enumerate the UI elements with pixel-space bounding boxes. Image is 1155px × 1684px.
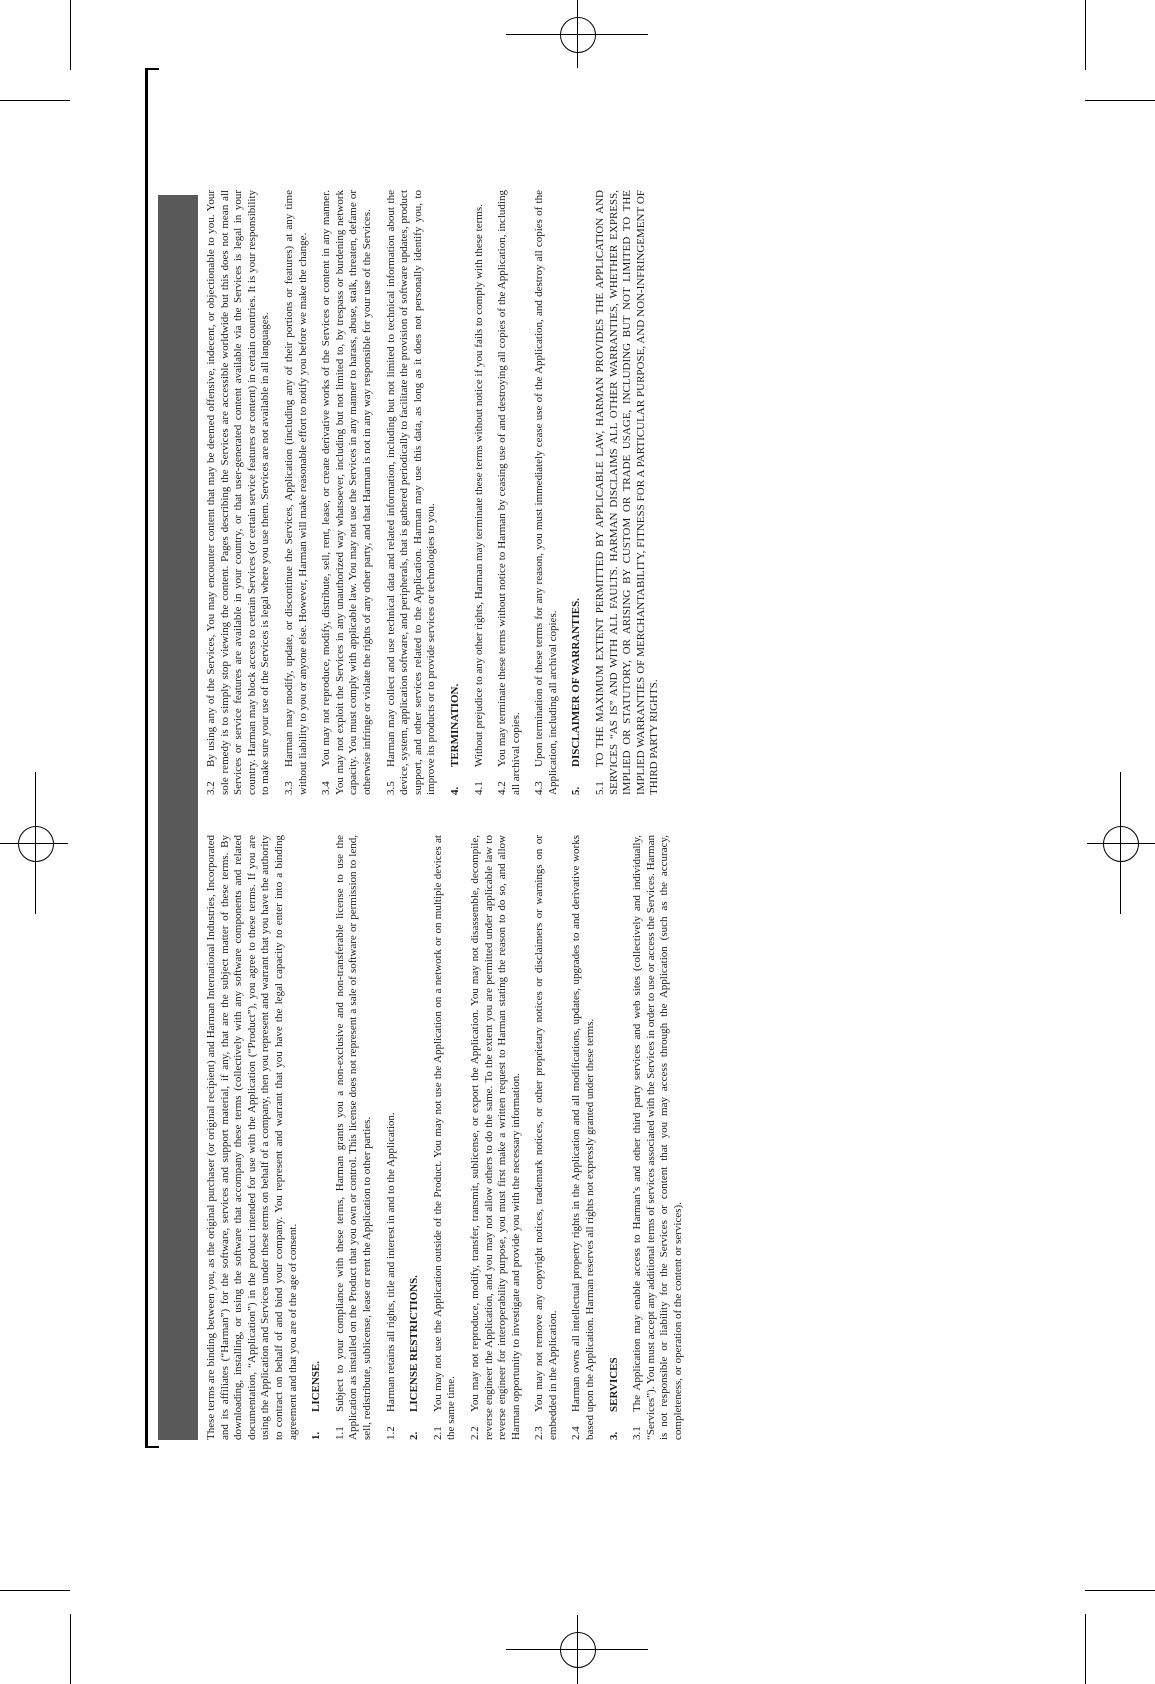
page-rule (145, 1446, 159, 1448)
clause-paragraph: 1.2Harman retains all rights, title and interest in and to the Application. (384, 1112, 397, 1440)
crop-mark (1085, 1614, 1086, 1684)
clause-paragraph: 3.2By using any of the Services, You may encounter content that may be deemed offensive, indecent, or objectionable to you. Your sole remedy is to simply stop viewing the content. Pages describing the Services are accessible worldwide but this does not mean all Services or service features are available in your country, or that user-generated content available via the Services is legal in your country. Harman may block access to certain Services (or certain service features or content) in certain countries. It is your responsibility to make sure your use of the Services is legal where you use them. Services are not available in all languages. (205, 190, 272, 795)
clause-paragraph: 3.1The Application may enable access to Harman’s and other third party services and web sites (collectively and individually, “Services”). You must accept any additional terms of services associated with the Services in order to use or access the Services. Harman is not responsible or liability for the Services or content that you may access through the Application (such as the accuracy, completeness, or operation of the content or services). (631, 835, 685, 1440)
clause-paragraph: 3.4You may not reproduce, modify, distribute, sell, rent, lease, or create derivative works of the Services or content in any manner. You may not exploit the Services in any unauthorized way whatsoever, including but not limited to, by trespass or burdening network capacity. You must comply with applicable law. You may not use the Services in any manner to harass, abuse, stalk, threaten, defame or otherwise infringe or violate the rights of any other party, and that Harman is not in any way responsible for your use of the Services. (320, 190, 373, 795)
crop-mark (0, 100, 70, 101)
page-rule (145, 68, 148, 1448)
clause-paragraph: 5.1TO THE MAXIMUM EXTENT PERMITTED BY APPLICABLE LAW, HARMAN PROVIDES THE APPLICATION AND SERVICES “AS IS” AND WITH ALL FAULTS. HARMAN DISCLAIMS ALL OTHER WARRANTIES, WHETHER EXPRESS, IMPLIED OR STATUTORY, OR ARISING BY CUSTOM OR TRADE USAGE, INCLUDING BUT NOT LIMITED TO THE IMPLIED WARRANTIES OF MERCHANTABILITY, FITNESS FOR A PARTICULAR PURPOSE, AND NON-INFRINGEMENT OF THIRD PARTY RIGHTS. (594, 190, 661, 795)
registration-target (1103, 826, 1139, 862)
section-heading: 5.DISCLAIMER OF WARRANTIES. (570, 597, 583, 795)
clause-paragraph: 4.2You may terminate these terms without notice to Harman by ceasing use of and destroying all copies of the Application, including all archival copies. (496, 190, 522, 795)
crop-mark (506, 34, 648, 35)
left-column (205, 835, 885, 1440)
right-column (205, 190, 885, 795)
section-heading: 1.LICENSE. (310, 1360, 323, 1440)
crop-mark (1085, 0, 1086, 70)
crop-mark (35, 772, 36, 914)
clause-paragraph: 4.3Upon termination of these terms for any reason, you must immediately cease use of the Application, and destroy all copies of the Application, including all archival copies. (533, 190, 559, 795)
crop-mark (1120, 772, 1121, 914)
clause-paragraph: 2.2You may not reproduce, modify, transfer, transmit, sublicense, or export the Application. You may not disassemble, decompile, reverse engineer the Application, and you may not allow others to do the same. To the extent you are permitted under applicable law to reverse engineer for interoperability purpose, you must first make a written request to Harman stating the reason to do so, and allow Harman opportunity to investigate and provide you with the necessary information. (468, 835, 522, 1440)
clause-paragraph: 3.3Harman may modify, update, or discontinue the Services, Application (including any of their portions or features) at any time without liability to you or anyone else. However, Harman will make reasonable effort to notify you before we make the change. (282, 190, 309, 795)
clause-paragraph: 1.1Subject to your compliance with these terms, Harman grants you a non-exclusive and non-transferable license to use the Application as installed on the Product that you own or control. This license does not represent a sale of software or permission to lend, sell, redistribute, sublicense, lease or rent the Application to other parties. (333, 835, 373, 1440)
clause-paragraph: 3.5Harman may collect and use technical data and related information, including but not limited to technical information about the device, system, application software, and peripherals, that is gathered periodically to facilitate the provision of software updates, product support, and other services related to the Application. Harman may use this data, as long as it does not personally identify you, to improve its products or to provide services or technologies to you. (384, 190, 438, 795)
section-heading: 3.SERVICES (607, 1357, 620, 1440)
header-bar (158, 195, 198, 1440)
registration-target (18, 826, 54, 862)
clause-paragraph: 2.3You may not remove any copyright notices, trademark notices, or other proprietary notices or disclaimers or warnings on or embedded in the Application. (533, 835, 559, 1440)
crop-mark (70, 0, 71, 70)
registration-target (560, 17, 596, 53)
crop-mark (0, 843, 68, 844)
clause-paragraph: 4.1Without prejudice to any other rights, Harman may terminate these terms without notice if you fails to comply with these terms. (472, 204, 485, 795)
clause-paragraph: 2.4Harman owns all intellectual property rights in the Application and all modifications, updates, upgrades to and derivative works based upon the Application. Harman reserves all rights not expressly granted under these terms. (570, 835, 597, 1440)
crop-mark (70, 1614, 71, 1684)
registration-target (560, 1632, 596, 1668)
section-heading: 4.TERMINATION. (448, 683, 461, 795)
license-page (205, 190, 885, 1440)
crop-mark (0, 1590, 70, 1591)
crop-mark (1087, 843, 1155, 844)
clause-paragraph: 2.1You may not use the Application outside of the Product. You may not use the Application on a network or on multiple devices at the same time. (431, 835, 458, 1440)
page-rule (145, 68, 159, 70)
crop-mark (1085, 100, 1155, 101)
section-heading: 2.LICENSE RESTRICTIONS. (408, 1275, 421, 1440)
intro-paragraph: These terms are binding between you, as the original purchaser (or original recipient) and Harman International Industries, Incorporated and its affiliates (“Harman”) for the software, services and support material, if any, that are the subject matter of these terms. By downloading, installing, or using the software that accompany these terms (collectively with any software components and related documentation, “Application”) in the product intended for use with the Application (“Product”), you agree to these terms. If you are using the Application and Services under these terms on behalf of a company, then you represent and warrant that you have the authority to contract on behalf of and bind your company. You represent and warrant that you have the legal capacity to enter into a binding agreement and that you are of the age of consent. (205, 835, 299, 1440)
crop-mark (1085, 1590, 1155, 1591)
crop-mark (506, 1649, 648, 1650)
